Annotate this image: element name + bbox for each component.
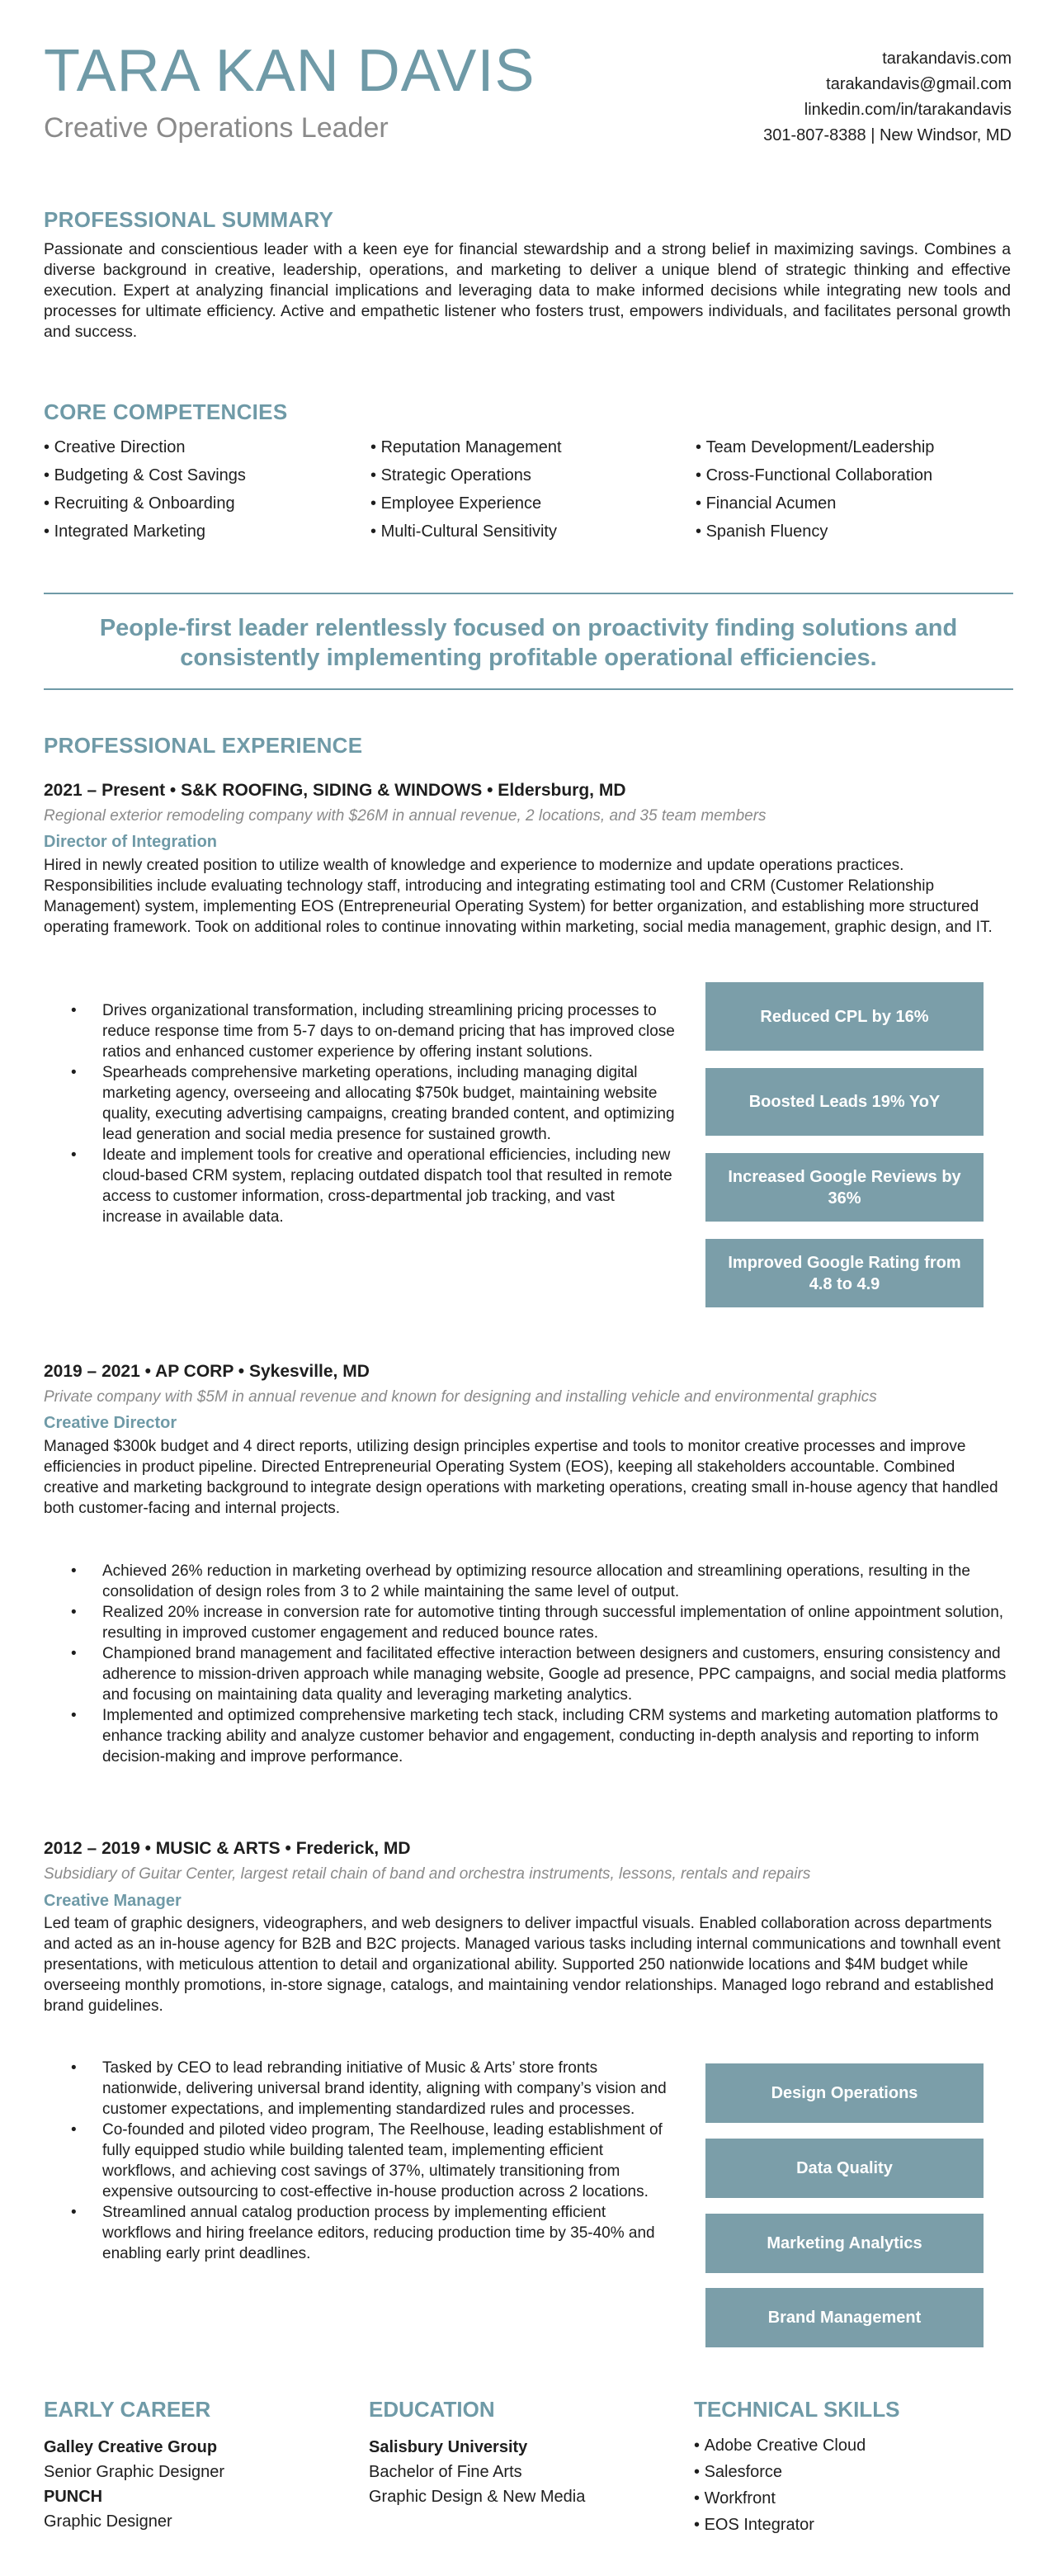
list-item: • Championed brand management and facilitated effective interaction between designers and customers, ensuring consistency and adherence to mission-driven approach while managing website, Google ad presence, PPC campaigns, and social media platforms and focusing on maintaining data quality and leveraging marketing analytics. bbox=[64, 1643, 1013, 1705]
job-1-description: Hired in newly created position to utilize wealth of knowledge and experience to modernize and update operations practices. Responsibilities include evaluating technology staff, introducing and integrating estimating tool and CRM (Customer Relationship Management) system, implementing EOS (Entrepreneurial Operating System) for better organization, and establishing more structured operating framework. Took on additional roles to continue innovating within marketing, social media management, graphic design, and IT. bbox=[44, 857, 993, 936]
leadership-quote bbox=[44, 613, 1013, 673]
list-item: • Spearheads comprehensive marketing operations, including managing digital marketing agency, overseeing and allocating $750k budget, maintaining website quality, executing advertising campaigns, creating branded content, and optimizing lead generation and social media presence for sustained growth. bbox=[64, 1062, 675, 1145]
job-2-bullets bbox=[64, 1561, 1013, 1767]
job-2-subtitle: Private company with $5M in annual revenue and known for designing and installing vehicle and environmental graphics bbox=[44, 1388, 877, 1406]
education-field: Graphic Design & New Media bbox=[369, 2488, 586, 2506]
contact-block bbox=[763, 46, 1012, 149]
job-1-badge-leads: Boosted Leads 19% YoY bbox=[705, 1068, 984, 1136]
competency-item: • Budgeting & Cost Savings bbox=[44, 461, 246, 489]
competencies-title: CORE COMPETENCIES bbox=[44, 399, 288, 424]
linkedin-link[interactable]: linkedin.com/in/tarakandavis bbox=[804, 101, 1012, 119]
competency-item: • Employee Experience bbox=[370, 489, 562, 518]
job-1-badge-rating: Improved Google Rating from 4.8 to 4.9 bbox=[705, 1239, 984, 1307]
job-3-description: Led team of graphic designers, videographers, and web designers to deliver impactful visuals. Enabled collaboration across departments and acted as an in-house agency for B2B and B2C projects. Managed various tasks including internal communications and townhall event presentations, with meticulous attention to detail and organizational ability. Supported 250 nationwide locations and $4M budget while overseeing monthly promotions, in-store signage, catalogs, and maintaining vendor relationships. Managed logo rebrand and established brand guidelines. bbox=[44, 1915, 1001, 2015]
list-item: • Achieved 26% reduction in marketing overhead by optimizing resource allocation and streamlining operations, resulting in the consolidation of design roles from 3 to 2 while maintaining the same level of output. bbox=[64, 1561, 1013, 1602]
job-2-role: Creative Director bbox=[44, 1414, 177, 1432]
quote-bottom-divider bbox=[44, 688, 1013, 690]
job-1-bullets bbox=[64, 1000, 675, 1227]
education-degree: Bachelor of Fine Arts bbox=[369, 2463, 522, 2481]
competency-item: • Creative Direction bbox=[44, 433, 246, 461]
list-item: • Tasked by CEO to lead rebranding initiative of Music & Arts’ store fronts nationwide, delivering universal brand identity, aligning with company’s vision and customer expectations, and implementing standardized rules and processes. bbox=[64, 2058, 675, 2120]
job-3-badge-design-operations: Design Operations bbox=[705, 2063, 984, 2123]
job-1-subtitle: Regional exterior remodeling company with $26M in annual revenue, 2 locations, and 35 team members bbox=[44, 807, 767, 825]
skill-item: • Salesforce bbox=[694, 2459, 866, 2485]
skill-item: • Adobe Creative Cloud bbox=[694, 2432, 866, 2459]
competency-item: • Spanish Fluency bbox=[696, 518, 934, 546]
early-career-company: PUNCH bbox=[44, 2488, 103, 2506]
job-3-role: Creative Manager bbox=[44, 1892, 182, 1910]
website-link[interactable]: tarakandavis.com bbox=[882, 50, 1012, 68]
candidate-name: TARA KAN DAVIS bbox=[44, 38, 535, 104]
skill-item: • Workfront bbox=[694, 2485, 866, 2512]
job-1-heading: 2021 – Present • S&K ROOFING, SIDING & WINDOWS • Eldersburg, MD bbox=[44, 781, 626, 800]
early-career-role: Senior Graphic Designer bbox=[44, 2463, 224, 2481]
education-details bbox=[369, 2435, 585, 2509]
job-2-description: Managed $300k budget and 4 direct reports, utilizing design principles expertise and tools to monitor creative processes and improve efficiencies in product pipeline. Directed Entrepreneurial Operating System (EOS), keeping all stakeholders accountable. Combined creative and marketing background to integrate design operations with marketing operations, creating small in-house agency that handled both customer-facing and internal projects. bbox=[44, 1438, 998, 1517]
competencies-column-3 bbox=[696, 433, 934, 546]
competency-item: • Multi-Cultural Sensitivity bbox=[370, 518, 562, 546]
job-3-subtitle: Subsidiary of Guitar Center, largest retail chain of band and orchestra instruments, lessons, rentals and repairs bbox=[44, 1865, 811, 1883]
list-item: • Ideate and implement tools for creative and operational efficiencies, including new cloud-based CRM system, replacing outdated dispatch tool that resulted in remote access to customer information, cross-departmental job tracking, and vast increase in available data. bbox=[64, 1145, 675, 1227]
competency-item: • Integrated Marketing bbox=[44, 518, 246, 546]
list-item: • Co-founded and piloted video program, The Reelhouse, leading establishment of fully equipped studio while building talented team, implementing efficient workflows, and achieving cost savings of 37%, ultimately transitioning from expensive outsourcing to cost-effective in-house production across 2 locations. bbox=[64, 2120, 675, 2202]
competency-item: • Team Development/Leadership bbox=[696, 433, 934, 461]
skills-title: TECHNICAL SKILLS bbox=[694, 2397, 900, 2422]
education-title: EDUCATION bbox=[369, 2397, 495, 2422]
job-2-heading: 2019 – 2021 • AP CORP • Sykesville, MD bbox=[44, 1362, 370, 1381]
competencies-column-1 bbox=[44, 433, 246, 546]
competencies-column-2 bbox=[370, 433, 562, 546]
list-item: • Drives organizational transformation, including streamlining pricing processes to reduce response time from 5-7 days to on-demand pricing that has improved close ratios and enhanced customer experience by offering instant solutions. bbox=[64, 1000, 675, 1062]
competency-item: • Recruiting & Onboarding bbox=[44, 489, 246, 518]
early-career-title: EARLY CAREER bbox=[44, 2397, 211, 2422]
job-3-heading: 2012 – 2019 • MUSIC & ARTS • Frederick, MD bbox=[44, 1839, 411, 1858]
competency-item: • Strategic Operations bbox=[370, 461, 562, 489]
competency-item: • Financial Acumen bbox=[696, 489, 934, 518]
early-career-role: Graphic Designer bbox=[44, 2512, 172, 2531]
list-item: • Streamlined annual catalog production process by implementing efficient workflows and hiring freelance editors, reducing production time by 35-40% and enabling early print deadlines. bbox=[64, 2202, 675, 2264]
job-3-badge-marketing-analytics: Marketing Analytics bbox=[705, 2214, 984, 2273]
email-link[interactable]: tarakandavis@gmail.com bbox=[826, 75, 1012, 93]
quote-top-divider bbox=[44, 593, 1013, 594]
skill-item: • EOS Integrator bbox=[694, 2512, 866, 2538]
summary-title: PROFESSIONAL SUMMARY bbox=[44, 207, 334, 232]
job-3-badge-brand-management: Brand Management bbox=[705, 2288, 984, 2347]
summary-text: Passionate and conscientious leader with a keen eye for financial stewardship and a strong belief in maximizing savings. Combines a diverse background in creative, leadership, operations, and marketing to deliver a unique blend of strategic thinking and effective execution. Expert at analyzing financial implications and leveraging data to make informed decisions while integrating new tools and processes for ultimate efficiency. Active and empathetic listener who fosters trust, empowers individuals, and facilitates personal growth and success. bbox=[44, 240, 1011, 341]
job-3-badge-data-quality: Data Quality bbox=[705, 2139, 984, 2198]
early-career-list bbox=[44, 2435, 224, 2534]
list-item: • Implemented and optimized comprehensive marketing tech stack, including CRM systems and marketing automation platforms to enhance tracking ability and analyze customer behavior and engagement, conducting in-depth analysis and reporting to inform decision-making and improve performance. bbox=[64, 1705, 1013, 1767]
competency-item: • Cross-Functional Collaboration bbox=[696, 461, 934, 489]
experience-title: PROFESSIONAL EXPERIENCE bbox=[44, 733, 363, 758]
job-1-role: Director of Integration bbox=[44, 833, 218, 851]
job-1-badge-reviews: Increased Google Reviews by 36% bbox=[705, 1153, 984, 1222]
quote-line-2: consistently implementing profitable operational efficiencies. bbox=[180, 645, 877, 671]
competency-item: • Reputation Management bbox=[370, 433, 562, 461]
skills-list bbox=[694, 2432, 866, 2538]
list-item: • Realized 20% increase in conversion rate for automotive tinting through successful implementation of online appointment solution, resulting in improved customer engagement and reduced bounce rates. bbox=[64, 1602, 1013, 1643]
phone-location: 301-807-8388 | New Windsor, MD bbox=[763, 126, 1012, 144]
candidate-headline: Creative Operations Leader bbox=[44, 112, 389, 144]
job-1-badge-cpl: Reduced CPL by 16% bbox=[705, 982, 984, 1051]
job-3-bullets bbox=[64, 2058, 675, 2264]
early-career-company: Galley Creative Group bbox=[44, 2438, 218, 2456]
quote-line-1: People-first leader relentlessly focused on proactivity finding solutions and bbox=[99, 615, 958, 641]
education-school: Salisbury University bbox=[369, 2438, 528, 2456]
